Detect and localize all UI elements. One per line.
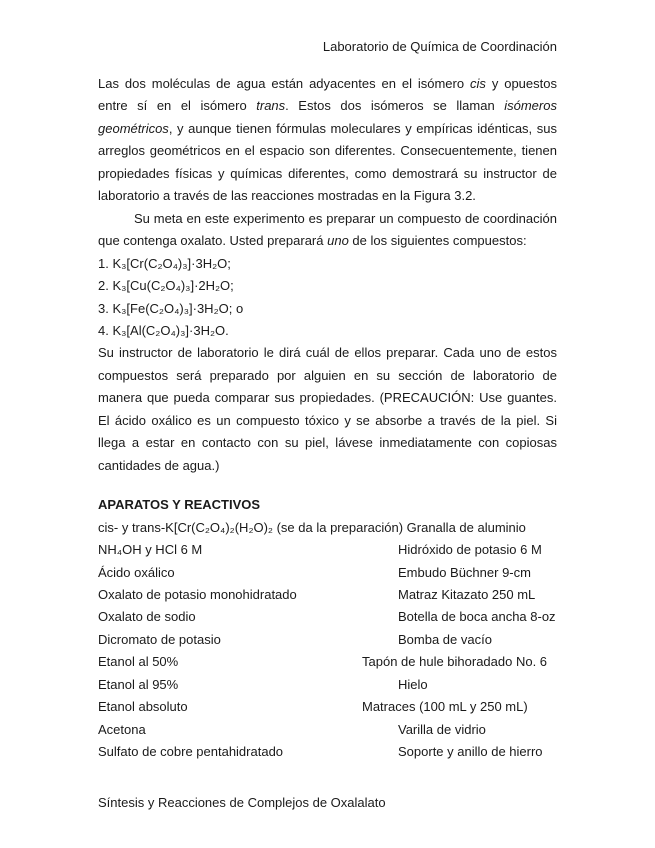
compound-1: 1. K₃[Cr(C₂O₄)₃]·3H₂O; [98, 255, 231, 271]
apparatus-item: Hielo [398, 676, 428, 692]
materials-row [98, 539, 557, 561]
apparatus-item: Matraces (100 mL y 250 mL) [362, 699, 528, 715]
materials-row [98, 562, 557, 584]
text: Su meta en este experimento es preparar un compuesto de coordinación que contenga oxalato. Usted preparará [98, 210, 557, 249]
paragraph-goal [98, 208, 557, 253]
reagent-item: Oxalato de potasio monohidratado [98, 586, 297, 602]
reagent-item: Dicromato de potasio [98, 631, 221, 647]
reagent-item: Oxalato de sodio [98, 609, 196, 625]
section-title: APARATOS Y REACTIVOS [98, 497, 261, 513]
text: , y aunque tienen fórmulas moleculares y empíricas idénticas, sus arreglos geométricos en el espacio son diferentes. Consecuentemente, tienen propiedades físicas y químicas diferentes, como demostrará su instructor de laboratorio a través de las reacciones mostradas en la Figura 3.2. [98, 120, 557, 204]
apparatus-item: Hidróxido de potasio 6 M [398, 542, 542, 558]
apparatus-item: Embudo Büchner 9-cm [398, 564, 531, 580]
materials-first-line: cis- y trans-K[Cr(C₂O₄)₂(H₂O)₂ (se da la preparación) Granalla de aluminio [98, 519, 526, 535]
materials-row [98, 741, 557, 763]
compound-2: 2. K₃[Cu(C₂O₄)₃]·2H₂O; [98, 278, 234, 294]
text: Las dos moléculas de agua están adyacentes en el isómero [98, 76, 471, 91]
reagent-item: Etanol al 95% [98, 676, 179, 692]
italic-text: isómeros geométricos [98, 98, 557, 136]
apparatus-item: Botella de boca ancha 8-oz [398, 609, 556, 625]
text: . Estos dos isómeros se llaman [285, 98, 505, 114]
compound-3: 3. K₃[Fe(C₂O₄)₃]·3H₂O; o [98, 300, 244, 316]
materials-list [98, 539, 557, 763]
materials-row [98, 606, 557, 628]
materials-row [98, 696, 557, 718]
reagent-item: Sulfato de cobre pentahidratado [98, 744, 284, 759]
paragraph-isomers [98, 73, 557, 208]
text: de los siguientes compuestos: [348, 233, 527, 249]
apparatus-item: Tapón de hule bihoradado No. 6 [362, 654, 548, 670]
reagent-item: Etanol absoluto [98, 699, 188, 715]
materials-row [98, 584, 557, 606]
document-body [98, 73, 557, 763]
text: y opuestos entre sí en el isómero [98, 76, 557, 114]
reagent-item: Acetona [98, 721, 146, 737]
apparatus-item: Matraz Kitazato 250 mL [398, 586, 536, 602]
compound-4: 4. K₃[Al(C₂O₄)₃]·3H₂O. [98, 322, 229, 338]
italic-text: uno [327, 233, 349, 249]
materials-row [98, 651, 557, 673]
apparatus-item: Soporte y anillo de hierro [398, 744, 543, 759]
apparatus-item: Bomba de vacío [398, 631, 492, 647]
materials-row [98, 629, 557, 651]
running-header: Laboratorio de Química de Coordinación [322, 39, 557, 54]
running-footer: Síntesis y Reacciones de Complejos de Oxalalato [98, 795, 386, 810]
apparatus-item: Varilla de vidrio [398, 721, 486, 737]
materials-row [98, 674, 557, 696]
materials-row [98, 719, 557, 741]
reagent-item: Etanol al 50% [98, 654, 179, 670]
reagent-item: NH₄OH y HCl 6 M [98, 542, 203, 558]
italic-text: cis [470, 76, 486, 91]
reagent-item: Ácido oxálico [98, 564, 175, 580]
italic-text: trans [256, 98, 286, 114]
paragraph-instructions: Su instructor de laboratorio le dirá cuál de ellos preparar. Cada uno de estos compuestos será preparado por alguien en su sección de laboratorio de manera que pueda comparar sus propiedades. (PRECAUCIÓN: Use guantes. El ácido oxálico es un compuesto tóxico y se absorbe a través de la piel. Si llega a estar en contacto con su piel, lávese inmediatamente con copiosas cantidades de agua.) [98, 345, 557, 473]
